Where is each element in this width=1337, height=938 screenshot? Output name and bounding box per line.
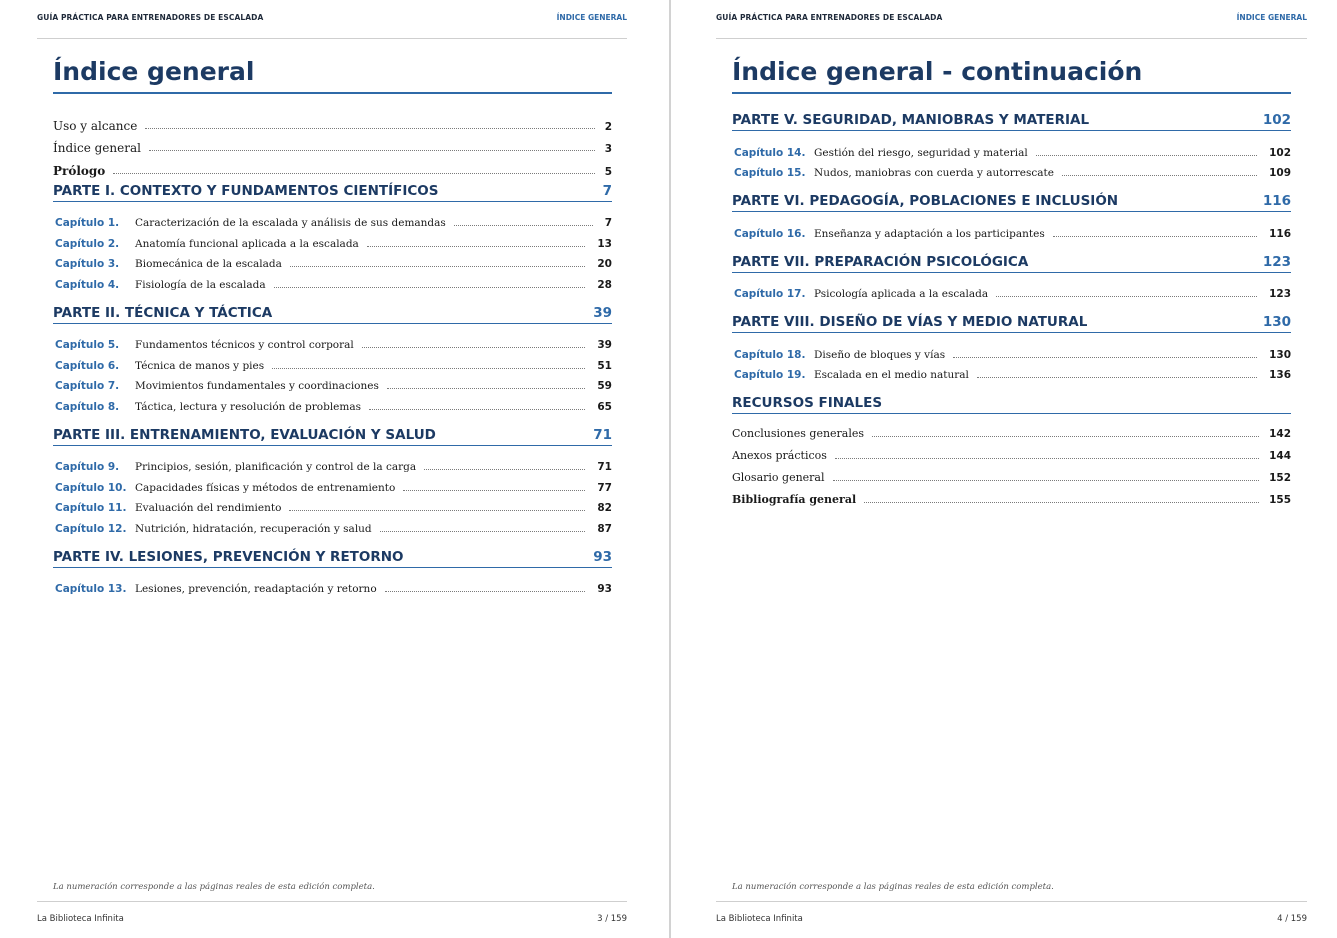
toc-entry[interactable] [53, 110, 612, 133]
running-section: ÍNDICE GENERAL [1236, 13, 1307, 22]
chapter-page: 13 [597, 237, 612, 250]
entry-label: Uso y alcance [53, 118, 138, 133]
chapter-number: Capítulo 13. [55, 583, 127, 595]
dot-leader [387, 388, 586, 389]
chapter-number: Capítulo 2. [55, 237, 120, 250]
chapter-number: Capítulo 1. [55, 217, 120, 229]
chapter-entry[interactable] [53, 372, 612, 393]
chapter-entry[interactable] [732, 219, 1291, 240]
chapter-title: Táctica, lectura y resolución de problemas [135, 400, 362, 413]
toc-content [53, 56, 612, 595]
part-title: PARTE II. TÉCNICA Y TÁCTICA [53, 304, 273, 321]
chapter-title: Escalada en el medio natural [814, 369, 969, 381]
part-heading[interactable] [732, 252, 1291, 273]
dot-leader [289, 510, 585, 511]
chapter-title: Nudos, maniobras con cuerda y autorrescate [814, 167, 1054, 179]
part-title: PARTE VIII. DISEÑO DE VÍAS Y MEDIO NATURAL [732, 314, 1088, 330]
chapter-number: Capítulo 3. [55, 258, 120, 270]
entry-page: 2 [604, 120, 612, 133]
part-page: 123 [1262, 253, 1291, 270]
part-page: 130 [1262, 314, 1291, 330]
chapter-number: Capítulo 17. [734, 288, 806, 300]
entry-label: Bibliografía general [732, 493, 857, 506]
resource-entry[interactable] [732, 418, 1291, 440]
entry-label: Glosario general [732, 471, 825, 484]
entry-page: 152 [1269, 472, 1291, 484]
part-page: 102 [1262, 112, 1291, 128]
running-section: ÍNDICE GENERAL [556, 13, 627, 22]
chapter-entry[interactable] [732, 340, 1291, 361]
chapter-entry[interactable] [53, 270, 612, 291]
front-matter-list [53, 110, 612, 178]
entry-page: 144 [1269, 450, 1291, 462]
running-title: GUÍA PRÁCTICA PARA ENTRENADORES DE ESCALADA [37, 13, 264, 22]
entry-page: 5 [604, 165, 612, 178]
part-title: PARTE IV. LESIONES, PREVENCIÓN Y RETORNO [53, 548, 404, 565]
chapter-title: Técnica de manos y pies [135, 359, 265, 372]
chapter-title: Fundamentos técnicos y control corporal [135, 339, 354, 351]
dot-leader [369, 409, 585, 410]
dot-leader [977, 377, 1257, 378]
footer-rule [37, 901, 627, 902]
chapter-number: Capítulo 5. [55, 339, 120, 351]
dot-leader [145, 128, 594, 129]
chapter-page: 39 [597, 339, 612, 351]
chapter-title: Nutrición, hidratación, recuperación y salud [135, 522, 372, 535]
part-heading[interactable] [732, 110, 1291, 131]
chapter-number: Capítulo 7. [55, 380, 120, 392]
part-page: 71 [593, 426, 612, 443]
page-title: Índice general [53, 56, 612, 94]
toc-entry[interactable] [53, 155, 612, 178]
page-title: Índice general - continuación [732, 56, 1291, 94]
footer-rule [716, 901, 1307, 902]
chapter-page: 109 [1269, 167, 1291, 179]
chapter-title: Diseño de bloques y vías [814, 348, 946, 361]
chapter-entry[interactable] [53, 575, 612, 596]
chapter-page: 82 [597, 502, 612, 514]
chapter-page: 51 [597, 359, 612, 372]
chapter-title: Principios, sesión, planificación y control de la carga [135, 461, 417, 473]
dot-leader [835, 458, 1259, 459]
entry-page: 3 [604, 143, 612, 155]
part-heading[interactable] [732, 312, 1291, 333]
chapter-number: Capítulo 11. [55, 502, 127, 514]
chapter-number: Capítulo 9. [55, 461, 120, 473]
footer-publisher: La Biblioteca Infinita [37, 914, 124, 924]
dot-leader [872, 436, 1259, 437]
dot-leader [362, 347, 586, 348]
chapter-number: Capítulo 19. [734, 369, 806, 381]
dot-leader [272, 368, 585, 369]
chapter-entry[interactable] [53, 473, 612, 494]
chapter-page: 7 [604, 217, 612, 229]
dot-leader [833, 480, 1260, 481]
chapter-page: 87 [597, 522, 612, 535]
dot-leader [385, 591, 586, 592]
part-title: PARTE VII. PREPARACIÓN PSICOLÓGICA [732, 253, 1029, 270]
chapter-page: 123 [1269, 288, 1291, 300]
header-rule [716, 38, 1307, 39]
chapter-title: Capacidades físicas y métodos de entrenamiento [135, 481, 396, 494]
chapter-entry[interactable] [732, 138, 1291, 159]
part-heading[interactable] [53, 181, 612, 202]
right-page [671, 0, 1337, 938]
chapter-entry[interactable] [53, 351, 612, 372]
entry-label: Índice general [53, 141, 141, 155]
chapter-number: Capítulo 14. [734, 146, 806, 159]
chapter-page: 77 [597, 481, 612, 494]
header-rule [37, 38, 627, 39]
chapter-title: Gestión del riesgo, seguridad y material [814, 146, 1028, 159]
chapter-number: Capítulo 12. [55, 522, 127, 535]
chapter-title: Anatomía funcional aplicada a la escalada [135, 237, 359, 250]
dot-leader [149, 150, 595, 151]
footer-page-number: 3 / 159 [597, 914, 627, 924]
dot-leader [113, 173, 594, 174]
entry-page: 155 [1269, 494, 1291, 506]
chapter-page: 59 [597, 380, 612, 392]
chapter-title: Evaluación del rendimiento [135, 502, 282, 514]
part-page: 93 [593, 548, 612, 565]
toc-entry[interactable] [53, 133, 612, 156]
dot-leader [996, 296, 1257, 297]
chapter-number: Capítulo 4. [55, 278, 120, 291]
left-page [0, 0, 668, 938]
chapter-page: 65 [597, 400, 612, 413]
entry-page: 142 [1269, 428, 1291, 440]
chapter-number: Capítulo 15. [734, 167, 806, 179]
dot-leader [953, 357, 1257, 358]
chapter-title: Lesiones, prevención, readaptación y retorno [135, 583, 377, 595]
entry-label: Prólogo [53, 163, 106, 178]
chapter-entry[interactable] [53, 209, 612, 230]
part-heading[interactable] [53, 425, 612, 446]
page-note: La numeración corresponde a las páginas reales de esta edición completa. [732, 882, 1054, 892]
chapter-page: 102 [1269, 146, 1291, 159]
chapter-page: 28 [597, 278, 612, 291]
chapter-title: Biomecánica de la escalada [135, 258, 282, 270]
part-heading[interactable] [53, 303, 612, 324]
part-title: PARTE I. CONTEXTO Y FUNDAMENTOS CIENTÍFICOS [53, 182, 439, 199]
running-header [716, 13, 1307, 25]
chapter-page: 71 [597, 461, 612, 473]
chapter-title: Enseñanza y adaptación a los participantes [814, 227, 1045, 240]
part-heading[interactable] [53, 547, 612, 568]
toc-content [732, 56, 1291, 506]
resource-entry[interactable] [732, 462, 1291, 484]
part-page: 116 [1262, 193, 1291, 209]
entry-label: Conclusiones generales [732, 427, 865, 440]
footer-publisher: La Biblioteca Infinita [716, 914, 803, 924]
part-page: 39 [593, 304, 612, 321]
chapter-title: Movimientos fundamentales y coordinaciones [135, 380, 379, 392]
resources-heading[interactable]: RECURSOS FINALES [732, 393, 1291, 414]
chapter-title: Fisiología de la escalada [135, 278, 266, 291]
dot-leader [1062, 175, 1257, 176]
resource-entry[interactable] [732, 440, 1291, 462]
chapter-page: 130 [1269, 348, 1291, 361]
chapter-page: 116 [1269, 227, 1291, 240]
running-title: GUÍA PRÁCTICA PARA ENTRENADORES DE ESCALADA [716, 13, 943, 22]
chapter-entry[interactable] [53, 250, 612, 271]
page-note: La numeración corresponde a las páginas reales de esta edición completa. [53, 882, 375, 892]
chapter-entry[interactable] [53, 494, 612, 515]
chapter-entry[interactable] [53, 331, 612, 352]
part-page: 7 [602, 182, 612, 199]
chapter-number: Capítulo 18. [734, 348, 806, 361]
chapter-entry[interactable] [53, 514, 612, 535]
dot-leader [454, 225, 593, 226]
chapter-number: Capítulo 16. [734, 227, 806, 240]
dot-leader [380, 531, 586, 532]
chapter-page: 20 [597, 258, 612, 270]
chapter-entry[interactable] [53, 229, 612, 250]
part-title: PARTE V. SEGURIDAD, MANIOBRAS Y MATERIAL [732, 112, 1090, 128]
chapter-entry[interactable] [732, 361, 1291, 382]
part-heading[interactable] [732, 191, 1291, 212]
dot-leader [367, 246, 586, 247]
dot-leader [403, 490, 585, 491]
dot-leader [864, 502, 1259, 503]
chapter-entry[interactable] [732, 159, 1291, 180]
chapter-entry[interactable] [53, 392, 612, 413]
dot-leader [290, 266, 585, 267]
entry-label: Anexos prácticos [732, 449, 827, 462]
chapter-title: Psicología aplicada a la escalada [814, 288, 989, 300]
chapter-page: 93 [597, 583, 612, 595]
chapter-number: Capítulo 6. [55, 359, 120, 372]
running-header [37, 13, 627, 25]
chapter-title: Caracterización de la escalada y análisis de sus demandas [135, 217, 446, 229]
chapter-number: Capítulo 10. [55, 481, 127, 494]
resource-entry[interactable] [732, 484, 1291, 506]
chapter-entry[interactable] [53, 453, 612, 474]
chapter-page: 136 [1269, 369, 1291, 381]
footer-page-number: 4 / 159 [1277, 914, 1307, 924]
chapter-number: Capítulo 8. [55, 400, 120, 413]
part-title: PARTE III. ENTRENAMIENTO, EVALUACIÓN Y SALUD [53, 426, 436, 443]
dot-leader [274, 287, 586, 288]
part-title: PARTE VI. PEDAGOGÍA, POBLACIONES E INCLUSIÓN [732, 193, 1119, 209]
dot-leader [1036, 155, 1257, 156]
dot-leader [424, 469, 585, 470]
dot-leader [1053, 236, 1257, 237]
chapter-entry[interactable] [732, 280, 1291, 301]
